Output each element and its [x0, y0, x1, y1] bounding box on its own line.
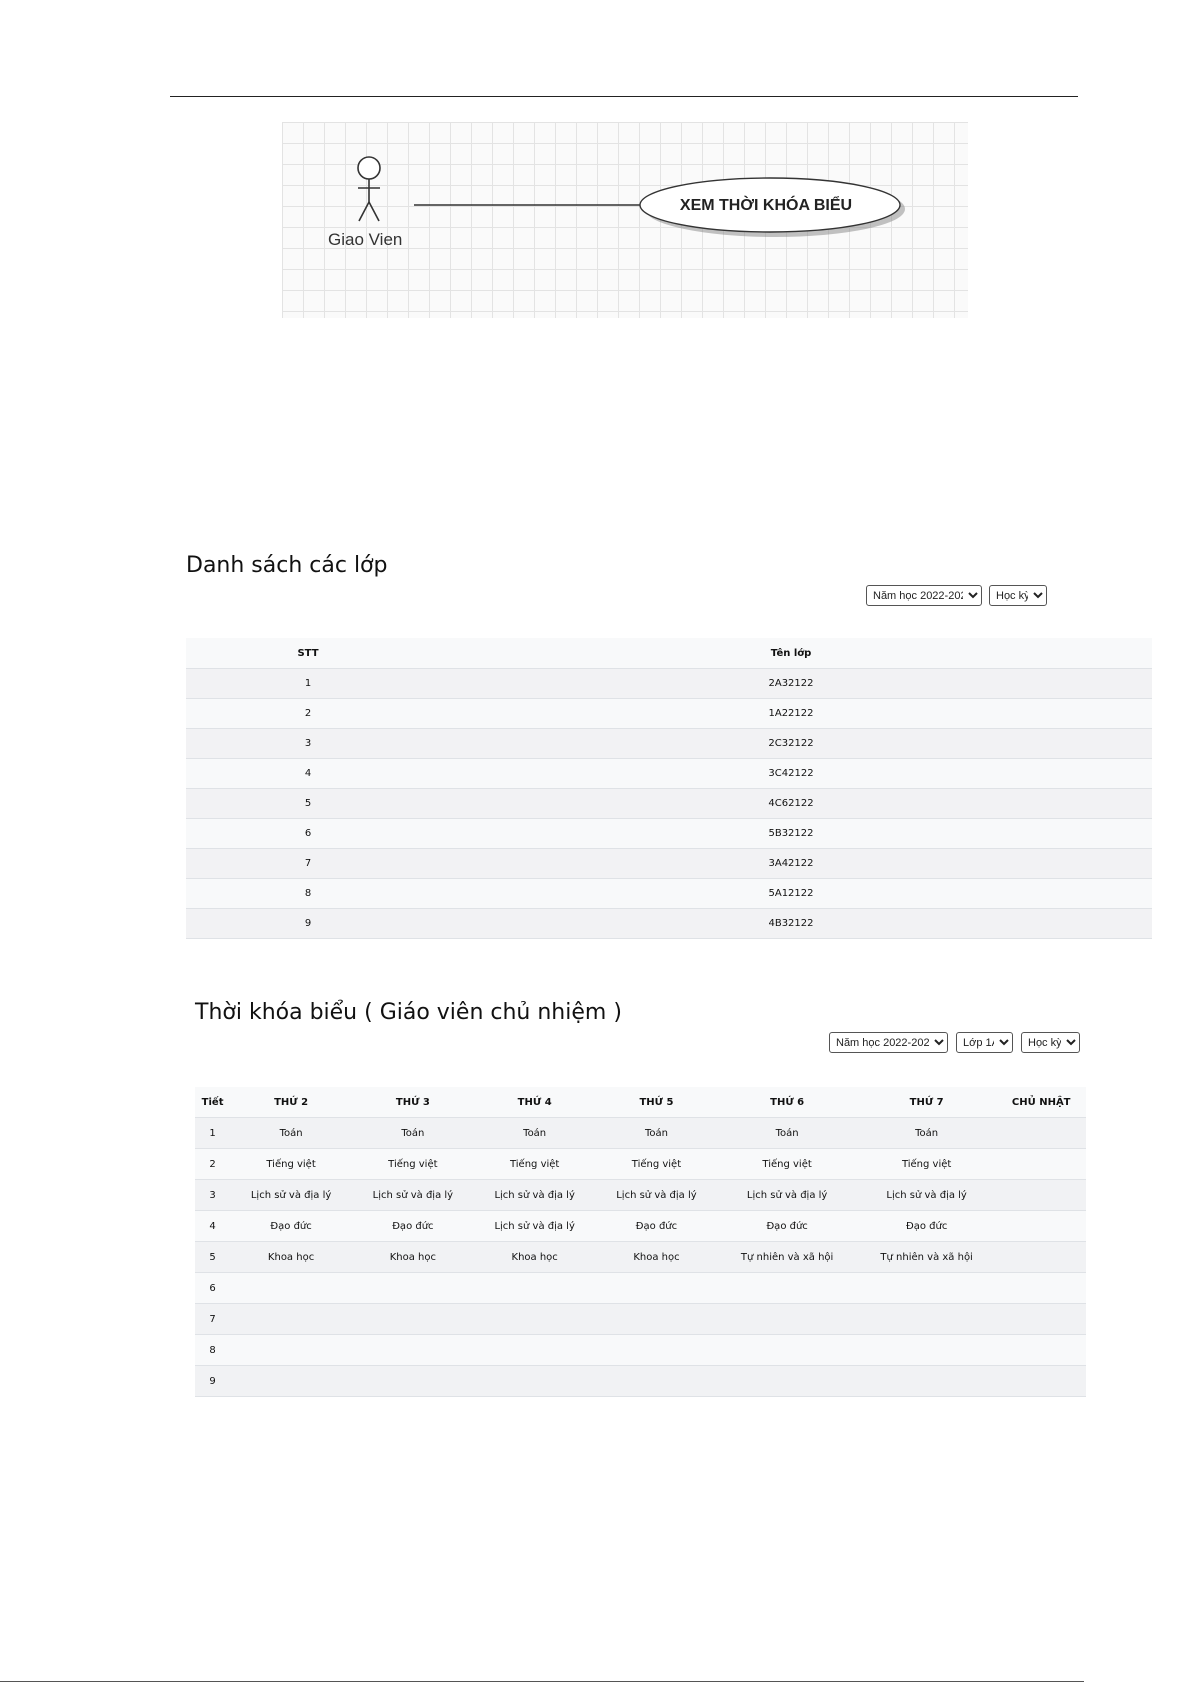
use-case-diagram	[282, 122, 968, 318]
cell-subject: Tiếng việt	[230, 1149, 352, 1180]
table-row	[195, 1211, 1086, 1242]
table-row[interactable]	[186, 699, 1152, 729]
cell-subject	[474, 1335, 596, 1366]
table-row	[195, 1242, 1086, 1273]
cell-subject	[996, 1304, 1086, 1335]
class-select[interactable]	[956, 1032, 1013, 1053]
diagram-canvas	[282, 122, 968, 318]
cell-stt: 8	[186, 879, 430, 909]
cell-subject: Lịch sử và địa lý	[230, 1180, 352, 1211]
table-row[interactable]	[186, 909, 1152, 939]
timetable-term-select[interactable]	[1021, 1032, 1080, 1053]
term-select[interactable]	[989, 585, 1047, 606]
cell-subject	[996, 1211, 1086, 1242]
cell-stt: 5	[186, 789, 430, 819]
table-row[interactable]	[186, 789, 1152, 819]
cell-subject: Khoa học	[596, 1242, 718, 1273]
table-row	[195, 1304, 1086, 1335]
cell-subject	[474, 1273, 596, 1304]
cell-stt: 7	[186, 849, 430, 879]
cell-class-name: 4B32122	[430, 909, 1152, 939]
table-row	[195, 1118, 1086, 1149]
col-header: CHỦ NHẬT	[996, 1087, 1086, 1118]
cell-period: 1	[195, 1118, 230, 1149]
cell-period: 8	[195, 1335, 230, 1366]
cell-subject	[857, 1366, 997, 1397]
cell-subject: Toán	[857, 1118, 997, 1149]
cell-subject	[717, 1304, 857, 1335]
col-header: Tiết	[195, 1087, 230, 1118]
cell-stt: 3	[186, 729, 430, 759]
cell-subject	[352, 1304, 474, 1335]
cell-period: 4	[195, 1211, 230, 1242]
cell-period: 5	[195, 1242, 230, 1273]
cell-subject: Tự nhiên và xã hội	[857, 1242, 997, 1273]
cell-subject	[230, 1273, 352, 1304]
use-case-label: XEM THỜI KHÓA BIỂU	[679, 197, 853, 214]
col-header: THỨ 6	[717, 1087, 857, 1118]
table-row	[195, 1335, 1086, 1366]
table-header-row	[186, 638, 1152, 669]
timetable-title: Thời khóa biểu ( Giáo viên chủ nhiệm )	[195, 1000, 622, 1025]
cell-subject	[717, 1273, 857, 1304]
cell-subject	[474, 1366, 596, 1397]
cell-subject	[230, 1335, 352, 1366]
cell-subject	[996, 1118, 1086, 1149]
cell-subject: Đạo đức	[857, 1211, 997, 1242]
col-header: THỨ 5	[596, 1087, 718, 1118]
col-header: THỨ 2	[230, 1087, 352, 1118]
cell-subject	[857, 1335, 997, 1366]
cell-subject	[996, 1335, 1086, 1366]
cell-stt: 9	[186, 909, 430, 939]
cell-stt: 2	[186, 699, 430, 729]
timetable-table	[195, 1087, 1086, 1397]
cell-subject	[857, 1304, 997, 1335]
cell-subject	[996, 1180, 1086, 1211]
cell-subject: Lịch sử và địa lý	[474, 1211, 596, 1242]
col-header: THỨ 4	[474, 1087, 596, 1118]
cell-subject	[230, 1304, 352, 1335]
cell-subject	[596, 1366, 718, 1397]
cell-class-name: 2A32122	[430, 669, 1152, 699]
cell-subject: Tiếng việt	[352, 1149, 474, 1180]
table-row[interactable]	[186, 669, 1152, 699]
col-header: THỨ 7	[857, 1087, 997, 1118]
cell-subject	[996, 1366, 1086, 1397]
col-class-name: Tên lớp	[430, 638, 1152, 669]
table-row	[195, 1180, 1086, 1211]
cell-class-name: 5B32122	[430, 819, 1152, 849]
table-row	[195, 1273, 1086, 1304]
classes-title: Danh sách các lớp	[186, 553, 388, 578]
cell-subject	[857, 1273, 997, 1304]
cell-subject	[596, 1273, 718, 1304]
actor-figure	[358, 157, 380, 221]
cell-period: 6	[195, 1273, 230, 1304]
cell-subject	[352, 1335, 474, 1366]
cell-class-name: 3A42122	[430, 849, 1152, 879]
cell-subject: Toán	[717, 1118, 857, 1149]
cell-subject	[474, 1304, 596, 1335]
cell-subject	[230, 1366, 352, 1397]
cell-subject: Tiếng việt	[857, 1149, 997, 1180]
cell-subject: Toán	[474, 1118, 596, 1149]
cell-subject: Lịch sử và địa lý	[596, 1180, 718, 1211]
cell-subject	[996, 1149, 1086, 1180]
cell-subject: Tự nhiên và xã hội	[717, 1242, 857, 1273]
cell-subject: Lịch sử và địa lý	[857, 1180, 997, 1211]
table-row	[195, 1366, 1086, 1397]
col-header: THỨ 3	[352, 1087, 474, 1118]
cell-subject: Toán	[352, 1118, 474, 1149]
cell-subject: Lịch sử và địa lý	[717, 1180, 857, 1211]
cell-subject	[717, 1366, 857, 1397]
table-header-row	[195, 1087, 1086, 1118]
cell-class-name: 4C62122	[430, 789, 1152, 819]
table-row[interactable]	[186, 879, 1152, 909]
cell-subject: Tiếng việt	[717, 1149, 857, 1180]
table-row	[195, 1149, 1086, 1180]
cell-subject	[996, 1242, 1086, 1273]
cell-period: 7	[195, 1304, 230, 1335]
table-row[interactable]	[186, 849, 1152, 879]
cell-subject: Đạo đức	[596, 1211, 718, 1242]
cell-subject: Lịch sử và địa lý	[352, 1180, 474, 1211]
actor-label: Giao Vien	[328, 230, 403, 249]
cell-subject: Khoa học	[352, 1242, 474, 1273]
cell-period: 3	[195, 1180, 230, 1211]
cell-subject: Lịch sử và địa lý	[474, 1180, 596, 1211]
cell-class-name: 1A22122	[430, 699, 1152, 729]
cell-subject	[596, 1335, 718, 1366]
cell-subject	[717, 1335, 857, 1366]
cell-stt: 6	[186, 819, 430, 849]
classes-table	[186, 638, 1152, 939]
cell-subject: Đạo đức	[717, 1211, 857, 1242]
cell-subject: Đạo đức	[230, 1211, 352, 1242]
timetable-year-select[interactable]	[829, 1032, 948, 1053]
table-row[interactable]	[186, 729, 1152, 759]
col-stt: STT	[186, 638, 430, 669]
cell-subject: Đạo đức	[352, 1211, 474, 1242]
cell-class-name: 2C32122	[430, 729, 1152, 759]
cell-stt: 1	[186, 669, 430, 699]
cell-subject	[352, 1366, 474, 1397]
cell-subject: Khoa học	[474, 1242, 596, 1273]
cell-subject	[352, 1273, 474, 1304]
cell-period: 9	[195, 1366, 230, 1397]
cell-subject: Tiếng việt	[474, 1149, 596, 1180]
cell-period: 2	[195, 1149, 230, 1180]
school-year-select[interactable]	[866, 585, 982, 606]
cell-subject	[596, 1304, 718, 1335]
cell-subject: Toán	[596, 1118, 718, 1149]
cell-class-name: 3C42122	[430, 759, 1152, 789]
cell-class-name: 5A12122	[430, 879, 1152, 909]
cell-subject: Toán	[230, 1118, 352, 1149]
cell-subject: Tiếng việt	[596, 1149, 718, 1180]
footer-rule	[0, 1681, 1084, 1682]
cell-stt: 4	[186, 759, 430, 789]
cell-subject: Khoa học	[230, 1242, 352, 1273]
cell-subject	[996, 1273, 1086, 1304]
header-rule	[170, 96, 1078, 97]
table-row[interactable]	[186, 759, 1152, 789]
table-row[interactable]	[186, 819, 1152, 849]
